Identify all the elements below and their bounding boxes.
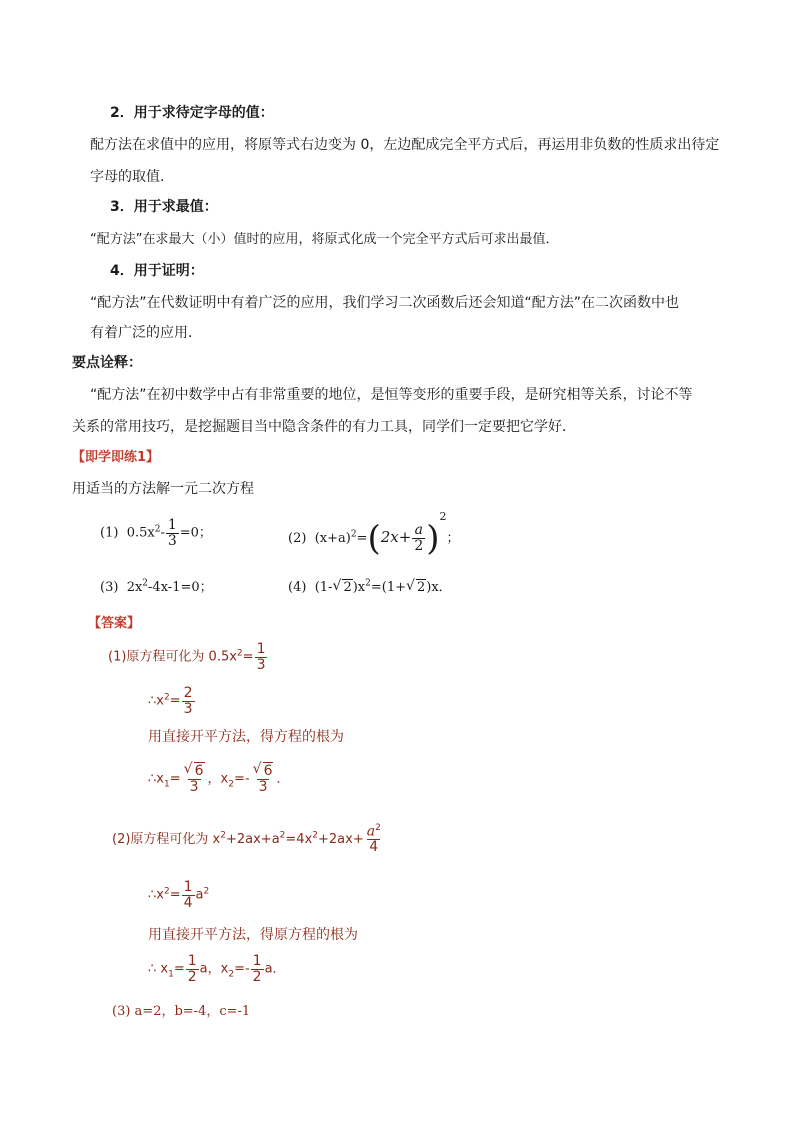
answer-line-9: (3) a=2，b=-4，c=-1 bbox=[112, 1004, 251, 1019]
answer-line-3: 用直接开平方法，得方程的根为 bbox=[148, 729, 344, 745]
answer-line-7: 用直接开平方法，得原方程的根为 bbox=[148, 927, 358, 943]
section-3-line-1: “配方法”在求最大（小）值时的应用，将原式化成一个完全平方式后可求出最值． bbox=[90, 232, 559, 247]
section-2-line-2: 字母的取值． bbox=[90, 169, 174, 185]
notes-line-2: 关系的常用技巧，是挖掘题目当中隐含条件的有力工具，同学们一定要把它学好． bbox=[72, 419, 576, 435]
practice-label: 【即学即练1】 bbox=[72, 450, 160, 465]
problem-2: (2) $(x+a)^2=(2x+$ $\frac{a}{2}$ )$^2$； bbox=[288, 510, 460, 559]
section-2-line-1: 配方法在求值中的应用，将原等式右边变为 0，左边配成完全平方式后，再运用非负数的性质求出待定 bbox=[90, 137, 720, 153]
answer-label: 【答案】 bbox=[88, 616, 141, 631]
problem-3: (3) $2x^2-4x-1=0$； bbox=[100, 578, 213, 595]
section-3-heading: 3．用于求最值： bbox=[110, 199, 218, 215]
section-4-line-1: “配方法”在代数证明中有着广泛的应用，我们学习二次函数后还会知道“配方法”在二次函数中也 bbox=[90, 295, 680, 311]
practice-prompt: 用适当的方法解一元二次方程 bbox=[72, 481, 254, 497]
section-4-line-2: 有着广泛的应用． bbox=[90, 325, 202, 341]
section-4-heading: 4．用于证明： bbox=[110, 263, 204, 279]
answer-line-2: $\therefore x^2=$ $\frac{2}{3}$ bbox=[148, 685, 193, 717]
answer-line-6: $\therefore x^2=$ $\frac{1}{4}$ $a^2$ bbox=[148, 879, 210, 911]
answer-line-8: ∴ $x_1=$ $\frac{1}{2}$ a，$x_2=-$ $\frac{1}{2}$ a． bbox=[148, 953, 286, 985]
notes-line-1: “配方法”在初中数学中占有非常重要的地位，是恒等变形的重要手段，是研究相等关系，讨论不等 bbox=[90, 387, 693, 403]
notes-heading: 要点诠释： bbox=[72, 355, 142, 371]
answer-line-5: (2)原方程可化为 $x^2+2ax+a^2=4x^2+2ax+$ $\frac{a^2}{4}$ bbox=[112, 823, 381, 856]
section-2-heading: 2．用于求待定字母的值： bbox=[110, 105, 274, 121]
problem-4: (4) (1-√ $2)x^2=(1+√$ 2)x． bbox=[288, 576, 452, 595]
answer-line-4: $\therefore x_1=$ √ $\frac{6}{3}$ ，$x_2=-$ √ $\frac{6}{3}$ ． bbox=[148, 764, 290, 794]
answer-line-1: (1)原方程可化为 $0.5x^2=$ $\frac{1}{3}$ bbox=[108, 641, 266, 673]
problem-1: (1) $0.5x^2-$ $\frac{1}{3}$ =0； bbox=[100, 517, 212, 549]
